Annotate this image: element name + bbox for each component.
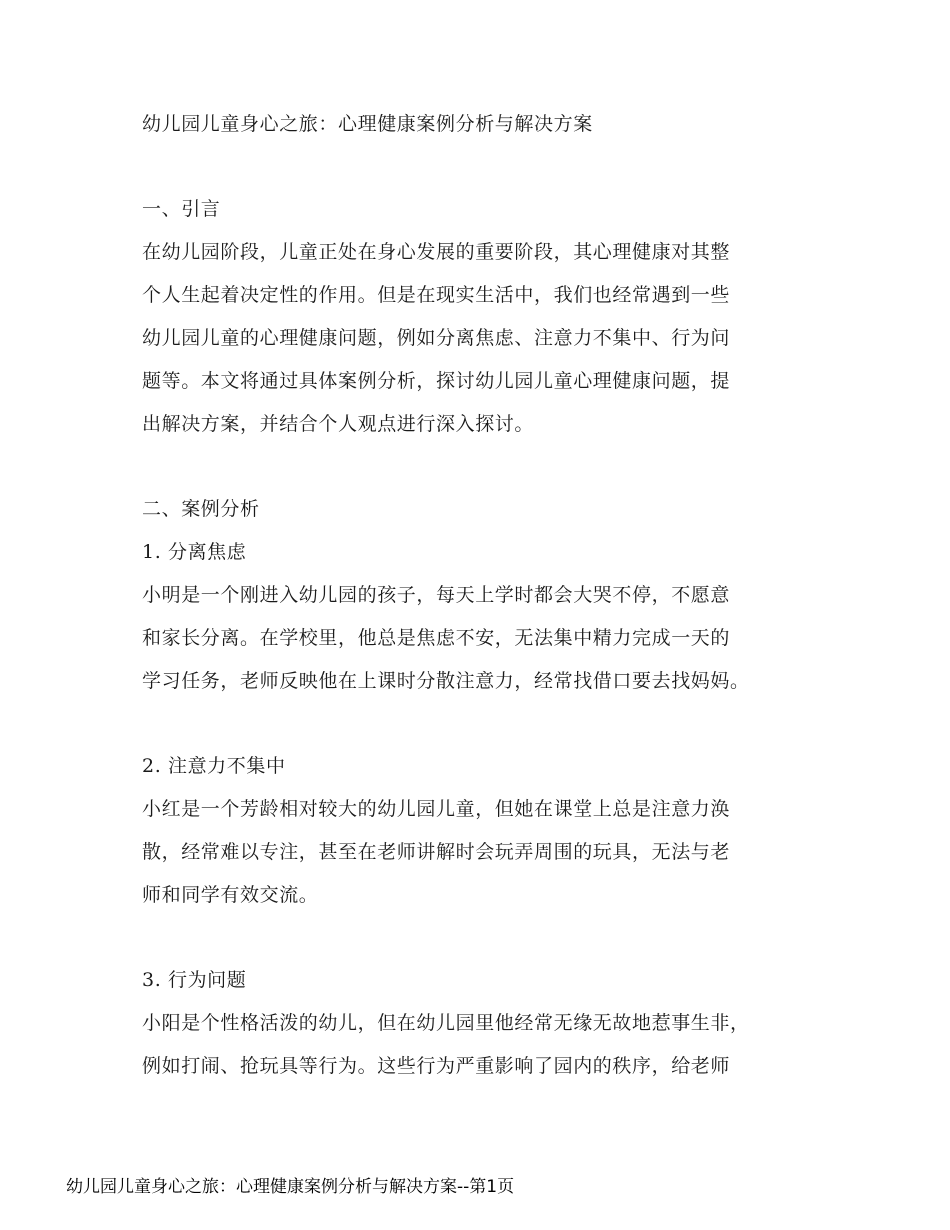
case-line: 和家长分离。在学校里，他总是焦虑不安，无法集中精力完成一天的 [142, 627, 731, 649]
case-line: 学习任务，老师反映他在上课时分散注意力，经常找借口要去找妈妈。 [142, 670, 750, 692]
case-line: 例如打闹、抢玩具等行为。这些行为严重影响了园内的秩序，给老师 [142, 1055, 731, 1077]
case-title-separation-anxiety: 1. 分离焦虑 [142, 541, 247, 563]
case-line: 小红是一个芳龄相对较大的幼儿园儿童，但她在课堂上总是注意力涣 [142, 798, 731, 820]
paragraph-line: 题等。本文将通过具体案例分析，探讨幼儿园儿童心理健康问题，提 [142, 370, 731, 392]
paragraph-line: 出解决方案，并结合个人观点进行深入探讨。 [142, 413, 535, 435]
paragraph-line: 个人生起着决定性的作用。但是在现实生活中，我们也经常遇到一些 [142, 284, 731, 306]
paragraph-line: 幼儿园儿童的心理健康问题，例如分离焦虑、注意力不集中、行为问 [142, 327, 731, 349]
case-line: 小阳是个性格活泼的幼儿，但在幼儿园里他经常无缘无故地惹事生非， [142, 1012, 750, 1034]
page-footer: 幼儿园儿童身心之旅：心理健康案例分析与解决方案--第1页 [66, 1177, 515, 1197]
case-line: 散，经常难以专注，甚至在老师讲解时会玩弄周围的玩具，无法与老 [142, 841, 731, 863]
section-heading-case-analysis: 二、案例分析 [142, 498, 260, 520]
case-title-attention: 2. 注意力不集中 [142, 755, 286, 777]
paragraph-line: 在幼儿园阶段，儿童正处在身心发展的重要阶段，其心理健康对其整 [142, 241, 731, 263]
section-heading-introduction: 一、引言 [142, 198, 221, 220]
document-title: 幼儿园儿童身心之旅：心理健康案例分析与解决方案 [142, 113, 593, 135]
case-line: 小明是一个刚进入幼儿园的孩子，每天上学时都会大哭不停，不愿意 [142, 584, 731, 606]
case-line: 师和同学有效交流。 [142, 884, 319, 906]
case-title-behavior: 3. 行为问题 [142, 969, 247, 991]
